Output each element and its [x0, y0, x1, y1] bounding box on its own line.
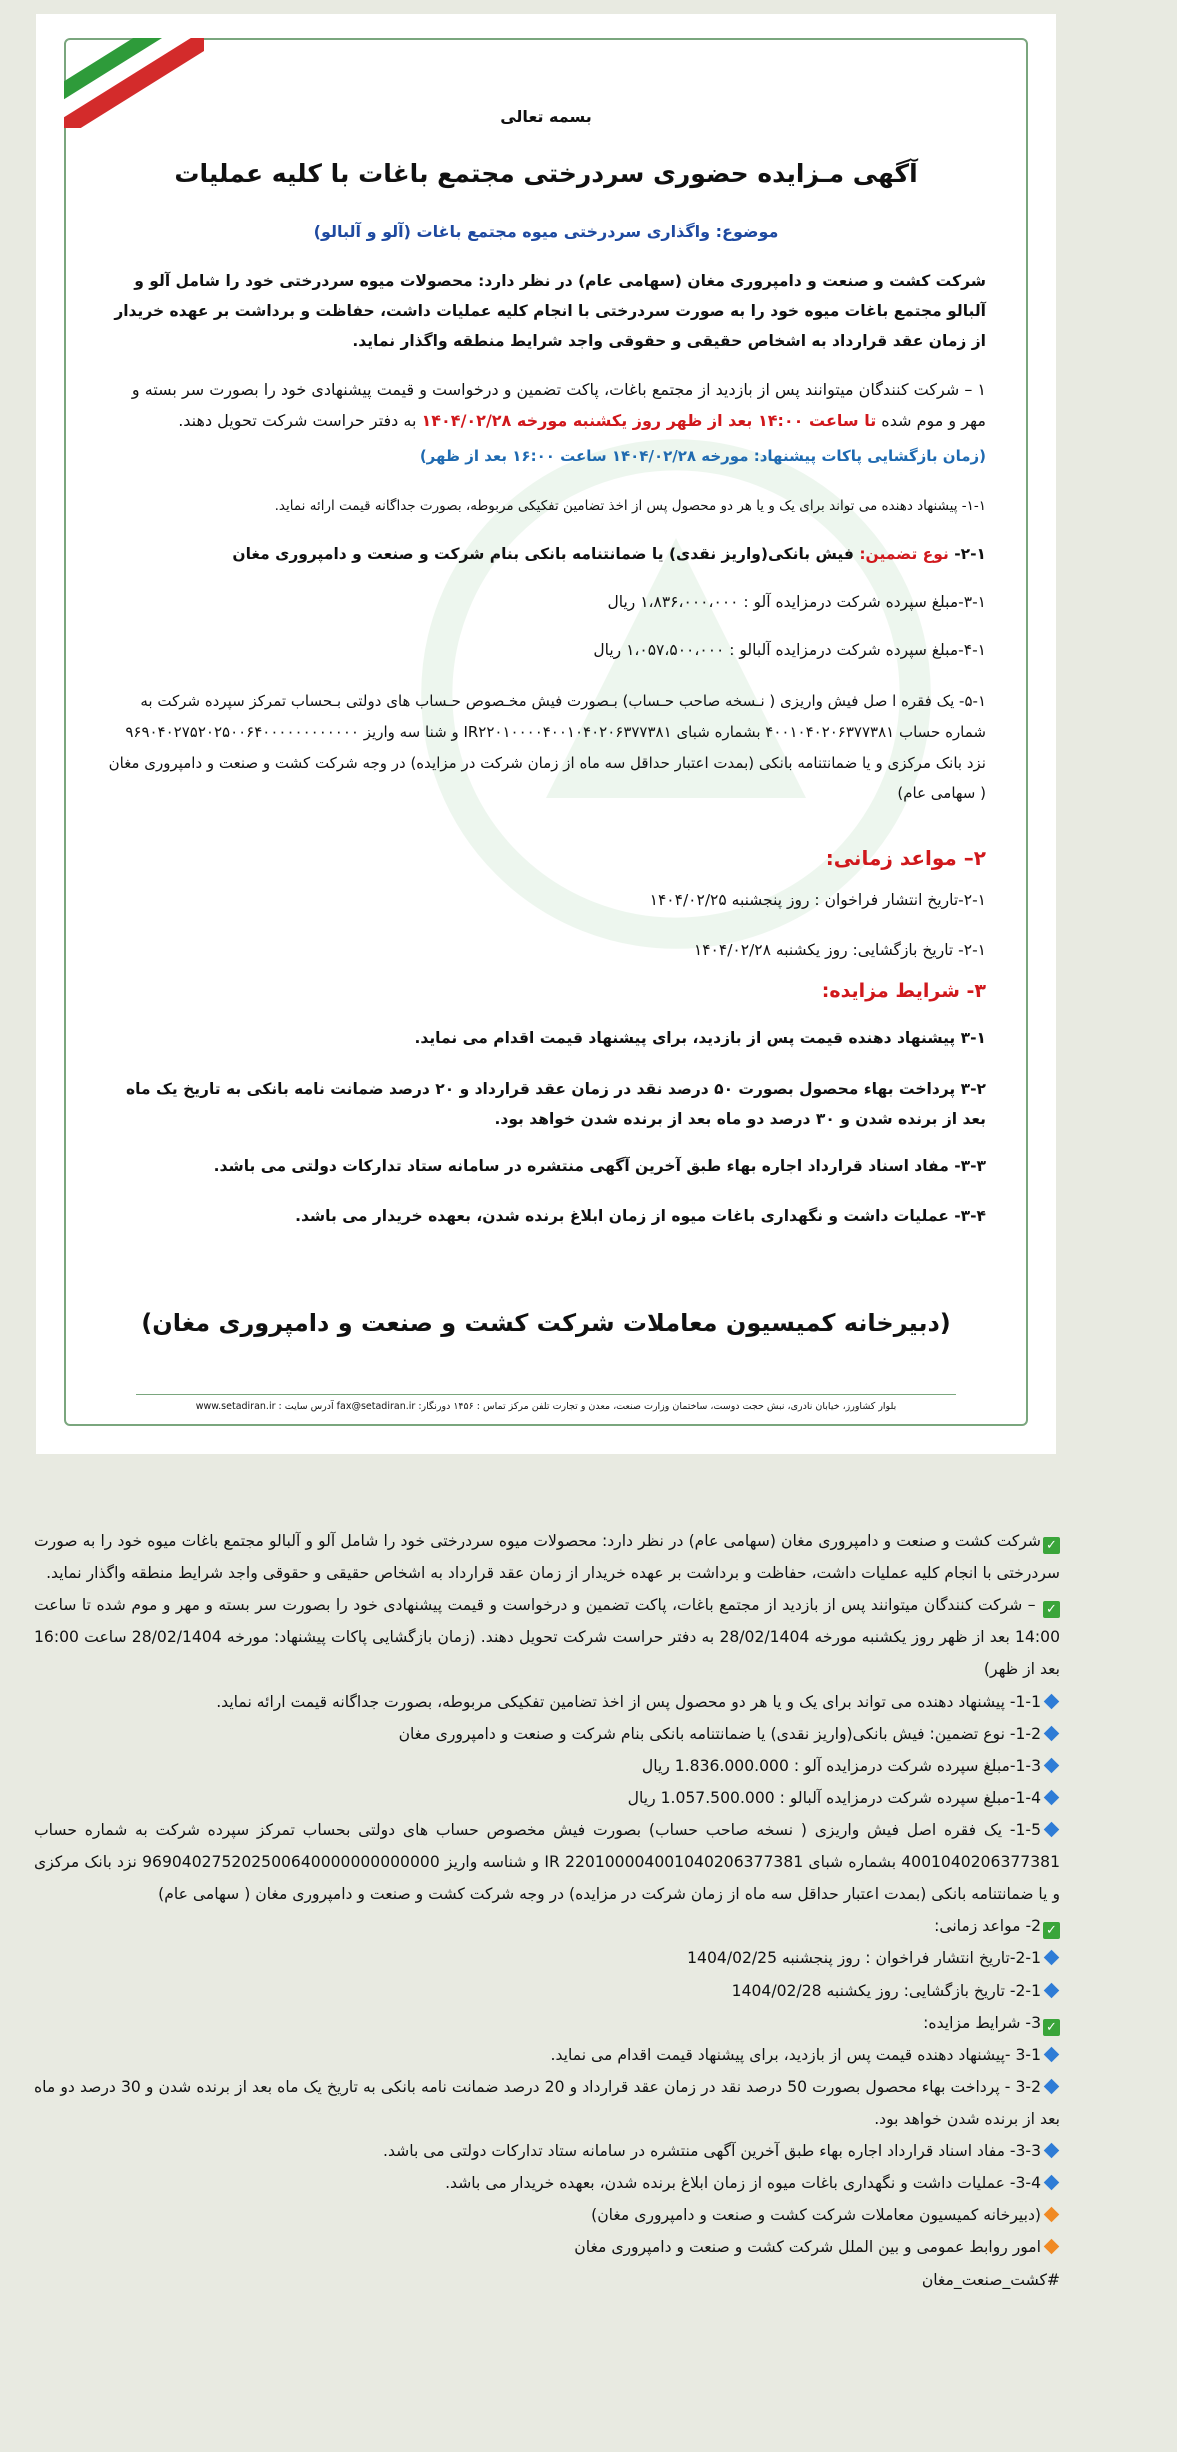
notice-heading-conditions: ۳- شرایط مزایده: — [821, 980, 986, 1002]
notice-heading-deadlines: ۲– مواعد زمانی: — [825, 846, 986, 870]
post-item: 2-1-تاریخ انتشار فراخوان : روز پنجشنبه 1404/02/25 — [34, 1942, 1060, 1974]
notice-item-3-1: ۳-۱ پیشنهاد دهنده قیمت پس از بازدید، برای پیشنهاد قیمت اقدام می نماید. — [414, 1029, 986, 1047]
post-item: 2-1- تاریخ بازگشایی: روز یکشنبه 1404/02/28 — [34, 1975, 1060, 2007]
post-item: 3-3- مفاد اسناد قرارداد اجاره بهاء طبق آخرین آگهی منتشره در سامانه ستاد تدارکات دولتی می باشد. — [34, 2135, 1060, 2167]
post-paragraph: ✓ – شرکت کنندگان میتوانند پس از بازدید از مجتمع باغات، پاکت تضمین و درخواست و قیمت پیشنهادی خود را بصورت سر بسته و مهر و موم شده تا ساعت 14:00 بعد از ظهر روز یکشنبه مورخه 28/02/1404 به دفتر حراست شرکت تحویل دهند. (زمان بازگشایی پاکات پیشنهاد: مورخه 28/02/1404 ساعت 16:00 بعد از ظهر) — [34, 1596, 1060, 1679]
post-item: 1-4-مبلغ سپرده شرکت درمزایده آلبالو : 1.057.500.000 ریال — [34, 1782, 1060, 1814]
notice-footer: بلوار کشاورز، خیابان نادری، نبش حجت دوست، ساختمان وزارت صنعت، معدن و تجارت تلفن مرکز تماس : ۱۴۵۶ دورنگار: fax@setadiran.ir آدرس سایت : www.setadiran.ir — [136, 1394, 956, 1414]
bismillah-heading: بسمه تعالی — [500, 107, 592, 126]
post-item: 1-2- نوع تضمین: فیش بانکی(واریز نقدی) یا ضمانتنامه بانکی بنام شرکت و صنعت و دامپروری مغان — [34, 1718, 1060, 1750]
orange-diamond-icon — [1044, 2207, 1060, 2223]
post-item: 1-5- یک فقره اصل فیش واریزی ( نسخه صاحب حساب) بصورت فیش مخصوص حساب های دولتی بحساب تمرکز سپرده شرکت به شماره حساب 4001040206377381 بشماره شبای IR 220100004001040206377381 و شناسه واریز 969040275202500640000000000000 نزد بانک مرکزی و یا ضمانتنامه بانکی (بمدت اعتبار حداقل سه ماه از زمان شرکت در مزایده) در وجه شرکت کشت و صنعت و دامپروری مغان ( سهامی عام) — [34, 1820, 1060, 1904]
orange-diamond-icon — [1044, 2239, 1060, 2255]
notice-intro: شرکت کشت و صنعت و دامپروری مغان (سهامی عام) در نظر دارد: محصولات میوه سردرختی خود را شامل آلو و آلبالو مجتمع باغات میوه خود را به صورت سردرختی با انجام کلیه عملیات داشت، حفاظت و برداشت بر عهده خریدار از زمان عقد قرارداد به اشخاص حقیقی و حقوقی واجد شرایط منطقه واگذار نماید. — [114, 272, 986, 351]
post-item: 1-3-مبلغ سپرده شرکت درمزایده آلو : 1.836.000.000 ریال — [34, 1750, 1060, 1782]
notice-item-1-2: ۲-۱- نوع تضمین: فیش بانکی(واریز نقدی) یا ضمانتنامه بانکی بنام شرکت و صنعت و دامپروری مغان — [232, 545, 986, 563]
blue-diamond-icon — [1044, 2143, 1060, 2159]
blue-diamond-icon — [1044, 1790, 1060, 1806]
notice-item-2-1: ۲-۱-تاریخ انتشار فراخوان : روز پنجشنبه ۱۴۰۴/۰۲/۲۵ — [649, 891, 986, 909]
blue-diamond-icon — [1044, 1950, 1060, 1966]
notice-item-1-1: ۱-۱- پیشنهاد دهنده می تواند برای یک و یا هر دو محصول پس از اخذ تضامین تفکیکی مربوطه، بصورت جداگانه قیمت ارائه نماید. — [274, 498, 986, 514]
notice-item-3-4: ۳-۴- عملیات داشت و نگهداری باغات میوه از زمان ابلاغ برنده شدن، بعهده خریدار می باشد. — [295, 1207, 986, 1225]
post-heading: ✓2- مواعد زمانی: — [34, 1910, 1060, 1942]
post-item: 3-4- عملیات داشت و نگهداری باغات میوه از زمان ابلاغ برنده شدن، بعهده خریدار می باشد. — [34, 2167, 1060, 2199]
notice-item-2-2: ۲-۱- تاریخ بازگشایی: روز یکشنبه ۱۴۰۴/۰۲/۲۸ — [693, 941, 986, 959]
post-text — [34, 1525, 1060, 2296]
blue-diamond-icon — [1044, 1982, 1060, 1998]
check-icon: ✓ — [1043, 2019, 1060, 2036]
blue-diamond-icon — [1044, 1757, 1060, 1773]
notice-title: آگهی مـزایده حضوری سردرختی مجتمع باغات با کلیه عملیات — [174, 159, 918, 188]
notice-signature: (دبیرخانه کمیسیون معاملات شرکت کشت و صنعت و دامپروری مغان) — [141, 1309, 951, 1337]
notice-item-1-4: ۴-۱-مبلغ سپرده شرکت درمزایده آلبالو : ۱،۰۵۷،۵۰۰،۰۰۰ ریال — [593, 641, 986, 659]
notice-item-3-2: ۳-۲ پرداخت بهاء محصول بصورت ۵۰ درصد نقد در زمان عقد قرارداد و ۲۰ درصد ضمانت نامه بانکی به تاریخ یک ماه بعد از برنده شدن و ۳۰ درصد دو ماه بعد از برنده شدن خواهد بود. — [126, 1080, 986, 1129]
blue-diamond-icon — [1044, 1822, 1060, 1838]
notice-item-1-5: ۵-۱- یک فقره ا صل فیش واریزی ( نـسخه صاحب حـساب) بـصورت فیش مخـصوص حـساب های دولتی بـحساب تمرکز سپرده شرکت به شماره حساب ۴۰۰۱۰۴۰۲۰۶۳۷۷۳۸۱ بشماره شبای IR۲۲۰۱۰۰۰۰۴۰۰۱۰۴۰۲۰۶۳۷۷۳۸۱ و شنا سه واریز ۹۶۹۰۴۰۲۷۵۲۰۲۵۰۰۶۴۰۰۰۰۰۰۰۰۰۰۰۰ نزد بانک مرکزی و یا ضمانتنامه بانکی (بمدت اعتبار حداقل سه ماه از زمان شرکت در مزایده) در وجه شرکت کشت و صنعت و دامپروری مغان ( سهامی عام) — [108, 692, 986, 803]
check-icon: ✓ — [1043, 1922, 1060, 1939]
check-icon: ✓ — [1043, 1537, 1060, 1554]
notice-image — [36, 14, 1056, 1454]
blue-diamond-icon — [1044, 1725, 1060, 1741]
notice-item-1-3: ۳-۱-مبلغ سپرده شرکت درمزایده آلو : ۱،۸۳۶،۰۰۰،۰۰۰ ریال — [607, 593, 986, 611]
post-item: 1-1- پیشنهاد دهنده می تواند برای یک و یا هر دو محصول پس از اخذ تضامین تفکیکی مربوطه، بصورت جداگانه قیمت ارائه نماید. — [34, 1686, 1060, 1718]
post-item: 3-2 - پرداخت بهاء محصول بصورت 50 درصد نقد در زمان عقد قرارداد و 20 درصد ضمانت نامه بانکی به تاریخ یک ماه بعد از برنده شدن و 30 درصد دو ماه بعد از برنده شدن خواهد بود. — [34, 2077, 1060, 2128]
post-heading: ✓3- شرایط مزایده: — [34, 2007, 1060, 2039]
notice-opening-time: (زمان بازگشایی پاکات پیشنهاد: مورخه ۱۴۰۴/۰۲/۲۸ ساعت ۱۶:۰۰ بعد از ظهر) — [419, 447, 986, 465]
blue-diamond-icon — [1044, 1693, 1060, 1709]
notice-item-1: ۱ – شرکت کنندگان میتوانند پس از بازدید از مجتمع باغات، پاکت تضمین و درخواست و قیمت پیشنهادی خود را بصورت سر بسته و مهر و موم شده تا ساعت ۱۴:۰۰ بعد از ظهر روز یکشنبه مورخه ۱۴۰۴/۰۲/۲۸ به دفتر حراست شرکت تحویل دهند. — [131, 380, 986, 431]
check-icon: ✓ — [1043, 1601, 1060, 1618]
blue-diamond-icon — [1044, 2079, 1060, 2095]
blue-diamond-icon — [1044, 2046, 1060, 2062]
notice-item-3-3: ۳-۳- مفاد اسناد قرارداد اجاره بهاء طبق آخرین آگهی منتشره در سامانه ستاد تدارکات دولتی می باشد. — [213, 1157, 986, 1175]
post-signature: (دبیرخانه کمیسیون معاملات شرکت کشت و صنعت و دامپروری مغان) — [34, 2199, 1060, 2231]
post-signature: امور روابط عمومی و بین الملل شرکت کشت و صنعت و دامپروری مغان — [34, 2231, 1060, 2263]
post-paragraph: ✓شرکت کشت و صنعت و دامپروری مغان (سهامی عام) در نظر دارد: محصولات میوه سردرختی خود را شامل آلو و آلبالو مجتمع باغات میوه خود را به صورت سردرختی با انجام کلیه عملیات داشت، حفاظت و برداشت بر عهده خریدار از زمان عقد قرارداد به اشخاص حقیقی و حقوقی واجد شرایط منطقه واگذار نماید. — [34, 1532, 1060, 1583]
post-item: 3-1 -پیشنهاد دهنده قیمت پس از بازدید، برای پیشنهاد قیمت اقدام می نماید. — [34, 2039, 1060, 2071]
hashtag-link[interactable]: #کشت_صنعت_مغان — [921, 2270, 1060, 2289]
notice-subject: موضوع: واگذاری سردرختی میوه مجتمع باغات (آلو و آلبالو) — [313, 222, 779, 241]
blue-diamond-icon — [1044, 2175, 1060, 2191]
